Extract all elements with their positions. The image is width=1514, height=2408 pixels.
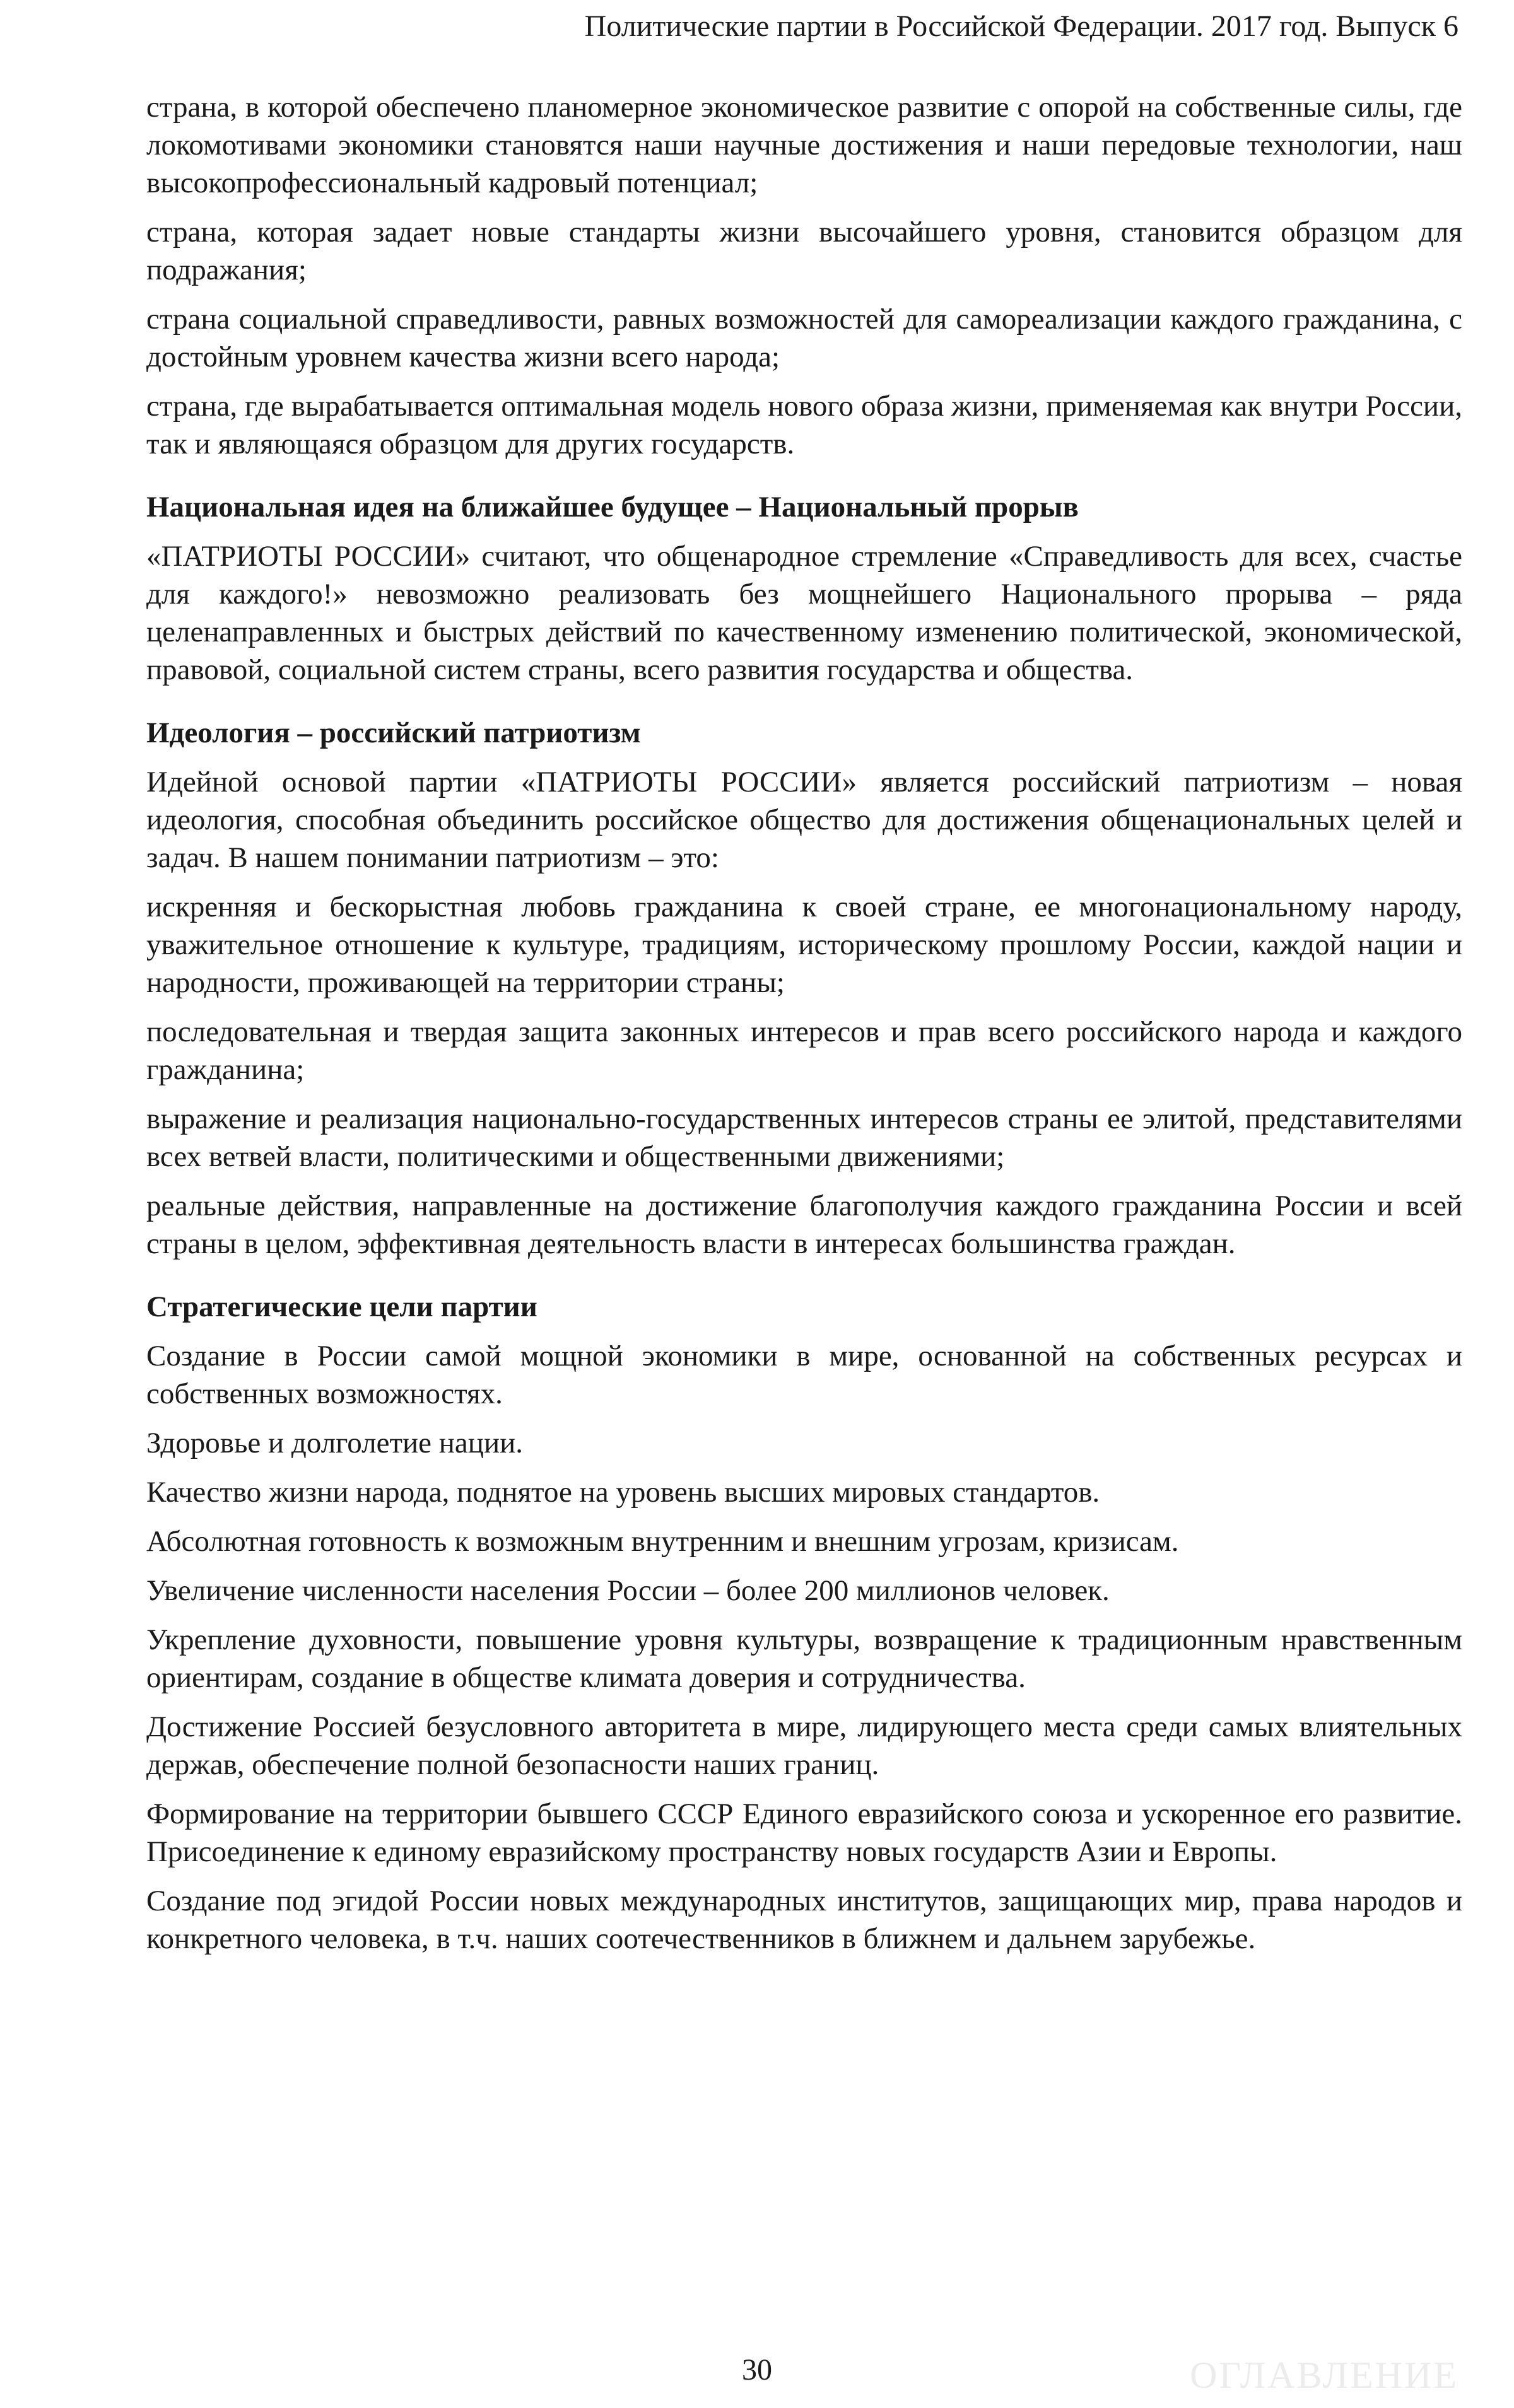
section-heading: Национальная идея на ближайшее будущее – Национальный прорыв (146, 491, 1079, 523)
paragraph: искренняя и бескорыстная любовь гражданина к своей стране, ее многонациональному народу, уважительное отношение к культуре, традициям, историческому прошлому России, каждой нации и народности, проживающей на территории страны; (146, 891, 1462, 999)
paragraph: страна, в которой обеспечено планомерное экономическое развитие с опорой на собственные силы, где локомотивами экономики становятся наши научные достижения и наши передовые технологии, наш высокопрофессиональный кадровый потенциал; (146, 91, 1462, 199)
table-of-contents-link[interactable]: ОГЛАВЛЕНИЕ (1190, 2354, 1458, 2396)
paragraph: Укрепление духовности, повышение уровня культуры, возвращение к традиционным нравственным ориентирам, создание в обществе климата доверия и сотрудничества. (146, 1623, 1462, 1694)
paragraph: Создание в России самой мощной экономики в мире, основанной на собственных ресурсах и собственных возможностях. (146, 1340, 1462, 1410)
paragraph: Увеличение численности населения России – более 200 миллионов человек. (146, 1574, 1110, 1607)
section-national-idea (146, 488, 1462, 689)
page-body (146, 88, 1462, 1969)
running-header: Политические партии в Российской Федерации. 2017 год. Выпуск 6 (584, 9, 1458, 43)
page-number: 30 (742, 2353, 772, 2387)
paragraph: страна, где вырабатывается оптимальная модель нового образа жизни, применяемая как внутри России, так и являющаяся образцом для других государств. (146, 390, 1462, 460)
section-intro (146, 88, 1462, 463)
paragraph: Формирование на территории бывшего СССР Единого евразийского союза и ускоренное его развитие. Присоединение к единому евразийскому пространству новых государств Азии и Европы. (146, 1797, 1462, 1868)
section-strategic-goals (146, 1288, 1462, 1958)
paragraph: Качество жизни народа, поднятое на уровень высших мировых стандартов. (146, 1476, 1100, 1509)
paragraph: страна, которая задает новые стандарты жизни высочайшего уровня, становится образцом для подражания; (146, 216, 1462, 286)
paragraph: страна социальной справедливости, равных возможностей для самореализации каждого гражданина, с достойным уровнем качества жизни всего народа; (146, 303, 1462, 373)
paragraph: Абсолютная готовность к возможным внутренним и внешним угрозам, кризисам. (146, 1525, 1179, 1558)
section-heading: Идеология – российский патриотизм (146, 716, 641, 749)
paragraph: выражение и реализация национально-государственных интересов страны ее элитой, представителями всех ветвей власти, политическими и общественными движениями; (146, 1102, 1462, 1173)
paragraph: Создание под эгидой России новых международных институтов, защищающих мир, права народов и конкретного человека, в т.ч. наших соотечественников в ближнем и дальнем зарубежье. (146, 1885, 1462, 1955)
paragraph: последовательная и твердая защита законных интересов и прав всего российского народа и каждого гражданина; (146, 1015, 1462, 1086)
paragraph: Идейной основой партии «ПАТРИОТЫ РОССИИ» является российский патриотизм – новая идеология, способная объединить российское общество для достижения общенациональных целей и задач. В нашем понимании патриотизм – это: (146, 766, 1462, 874)
paragraph: «ПАТРИОТЫ РОССИИ» считают, что общенародное стремление «Справедливость для всех, счастье для каждого!» невозможно реализовать без мощнейшего Национального прорыва – ряда целенаправленных и быстрых действий по качественному изменению политической, экономической, правовой, социальной систем страны, всего развития государства и общества. (146, 540, 1462, 686)
section-heading: Стратегические цели партии (146, 1290, 537, 1323)
paragraph: реальные действия, направленные на достижение благополучия каждого гражданина России и всей страны в целом, эффективная деятельность власти в интересах большинства граждан. (146, 1189, 1462, 1260)
section-ideology (146, 714, 1462, 1263)
paragraph: Достижение Россией безусловного авторитета в мире, лидирующего места среди самых влиятельных держав, обеспечение полной безопасности наших границ. (146, 1710, 1462, 1781)
paragraph: Здоровье и долголетие нации. (146, 1427, 524, 1459)
